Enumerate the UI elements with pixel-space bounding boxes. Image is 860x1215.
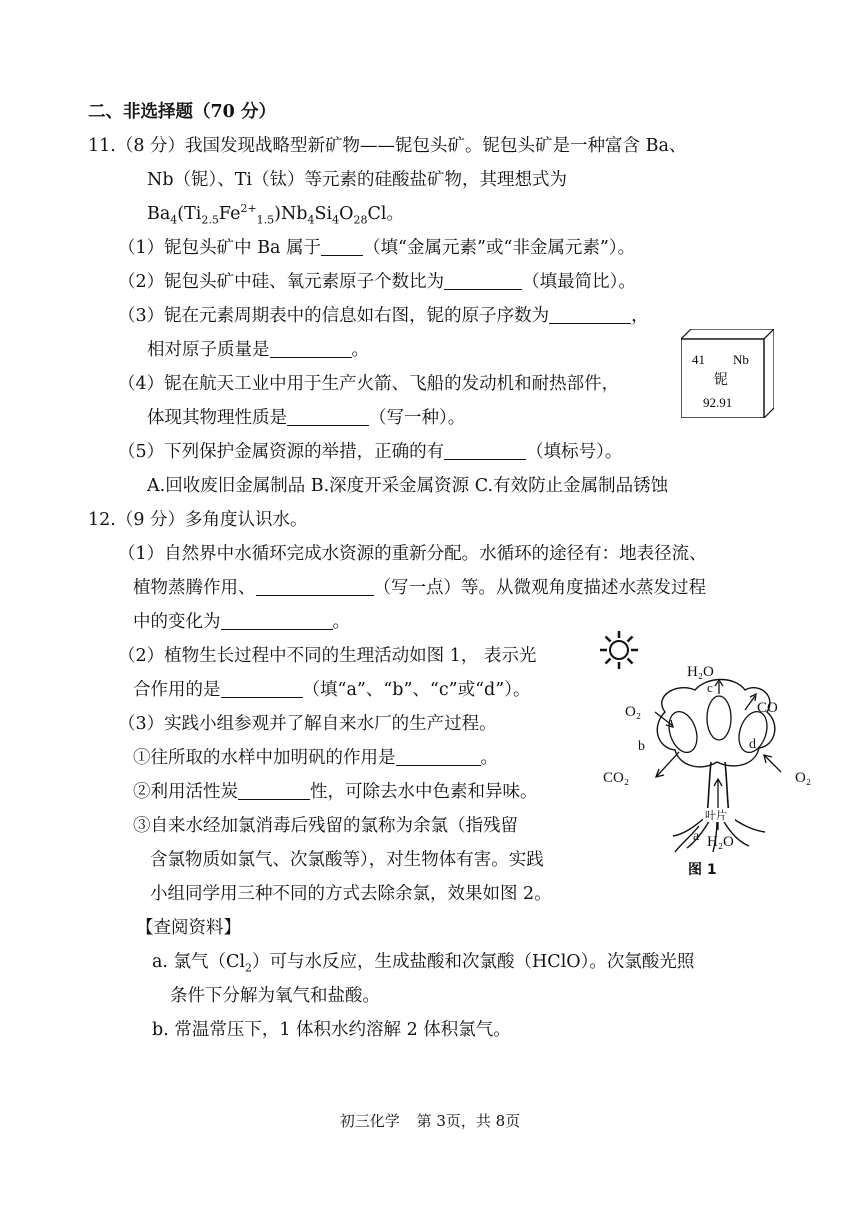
niobium-element-card [681,329,774,418]
answer-blank[interactable] [321,237,363,256]
q11-part-1: （1）铌包头矿中 Ba 属于 （填“金属元素”或“非金属元素”）。 [118,238,636,258]
q12-intro: 12.（9 分）多角度认识水。 [88,510,308,530]
h2o-top-label: H₂O [687,664,714,680]
q12-part-3: （3）实践小组参观并了解自来水厂的生产过程。 [118,714,497,734]
h2o-bottom-label: H₂O [707,834,734,850]
reference-a-cont: 条件下分解为氧气和盐酸。 [170,986,380,1006]
label-d: d [749,737,756,752]
label-a: a [693,829,700,844]
footer-page-number: 第 3页，共 8页 [416,1112,521,1130]
answer-blank[interactable] [444,441,526,460]
answer-blank[interactable] [270,339,352,358]
q11-part-2: （2）铌包头矿中硅、氧元素原子个数比为 （填最简比）。 [118,272,636,292]
atomic-number: 41 [692,352,705,367]
reference-title: 【查阅资料】 [136,918,241,938]
o2-right-label: O₂ [795,770,812,786]
page-footer [0,1110,860,1131]
q12-step-3-cont: 含氯物质如氯气、次氯酸等），对生物体有害。实践 [150,850,544,870]
answer-blank[interactable] [221,611,333,630]
q12-step-1: ①往所取的水样中加明矾的作用是 。 [133,748,498,768]
answer-blank[interactable] [256,577,374,596]
q11-intro-line-2: Nb（铌）、Ti（钛）等元素的硅酸盐矿物，其理想式为 [147,170,568,190]
plant-diagram [595,630,850,880]
atomic-mass: 92.91 [703,395,733,410]
answer-blank[interactable] [287,407,369,426]
co2-label: CO₂ [603,770,630,786]
sun-icon [600,631,638,669]
label-b: b [638,739,645,754]
answer-blank[interactable] [396,747,481,766]
q12-step-3: ③自来水经加氯消毒后残留的氯称为余氯（指残留 [133,816,518,836]
q11-part-3-cont: 相对原子质量是 。 [147,340,369,360]
q11-options: A.回收废旧金属制品 B.深度开采金属资源 C.有效防止金属制品锈蚀 [147,476,669,496]
q12-number: 12. [88,510,116,530]
reference-b: b. 常温常压下，1 体积水约溶解 2 体积氯气。 [152,1020,511,1040]
label-c: c [707,680,713,695]
answer-blank[interactable] [221,679,303,698]
reference-a: a. 氯气$(Cl_2)$可与水反应，生成盐酸和次氯酸（HClO）。次氯酸光照 [152,952,695,975]
footer-subject: 初三化学 [339,1112,400,1130]
answer-blank[interactable] [549,305,631,324]
q12-part-2-cont: 合作用的是 （填“a”、“b”、“c”或“d”）。 [133,680,531,700]
answer-blank[interactable] [444,271,522,290]
q12-step-2: ②利用活性炭 性，可除去水中色素和异味。 [133,782,538,802]
q11-number: 11. [88,136,116,156]
q12-part-1-cont: 植物蒸腾作用、 （写一点）等。从微观角度描述水蒸发过程 [133,578,706,598]
q12-part-1-cont-2: 中的变化为 。 [133,612,350,632]
q11-part-4-cont: 体现其物理性质是 （写一种）。 [147,408,466,428]
q11-part-5: （5）下列保护金属资源的举措，正确的有 （填标号）。 [118,442,623,462]
q12-step-3-cont-2: 小组同学用三种不同的方式去除余氯，效果如图 2。 [150,884,552,904]
o2-label: O₂ [625,704,642,720]
answer-blank[interactable] [238,781,310,800]
element-symbol: Nb [733,352,749,367]
q11-part-3: （3）铌在元素周期表中的信息如右图，铌的原子序数为 ， [118,306,649,326]
leaf-label: 叶片 [705,809,727,822]
q11-formula: $Ba_4(Ti_{2.5}Fe^{2+}_{1.5})Nb_4Si_4O_{28}Cl$。 [147,202,404,227]
co-label: CO [757,700,778,716]
q11-part-4: （4）铌在航天工业中用于生产火箭、飞船的发动机和耐热部件， [118,374,620,394]
q11-intro-line-1: 11.（8 分）我国发现战略型新矿物——铌包头矿。铌包头矿是一种富含 Ba、 [88,136,687,156]
section-title: 二、非选择题（70 分） [88,102,276,122]
q12-part-1: （1）自然界中水循环完成水资源的重新分配。水循环的途径有：地表径流、 [118,544,707,564]
figure-caption: 图 1 [688,862,717,878]
element-name: 铌 [714,372,728,388]
q12-part-2: （2）植物生长过程中不同的生理活动如图 1， 表示光 [118,646,537,666]
